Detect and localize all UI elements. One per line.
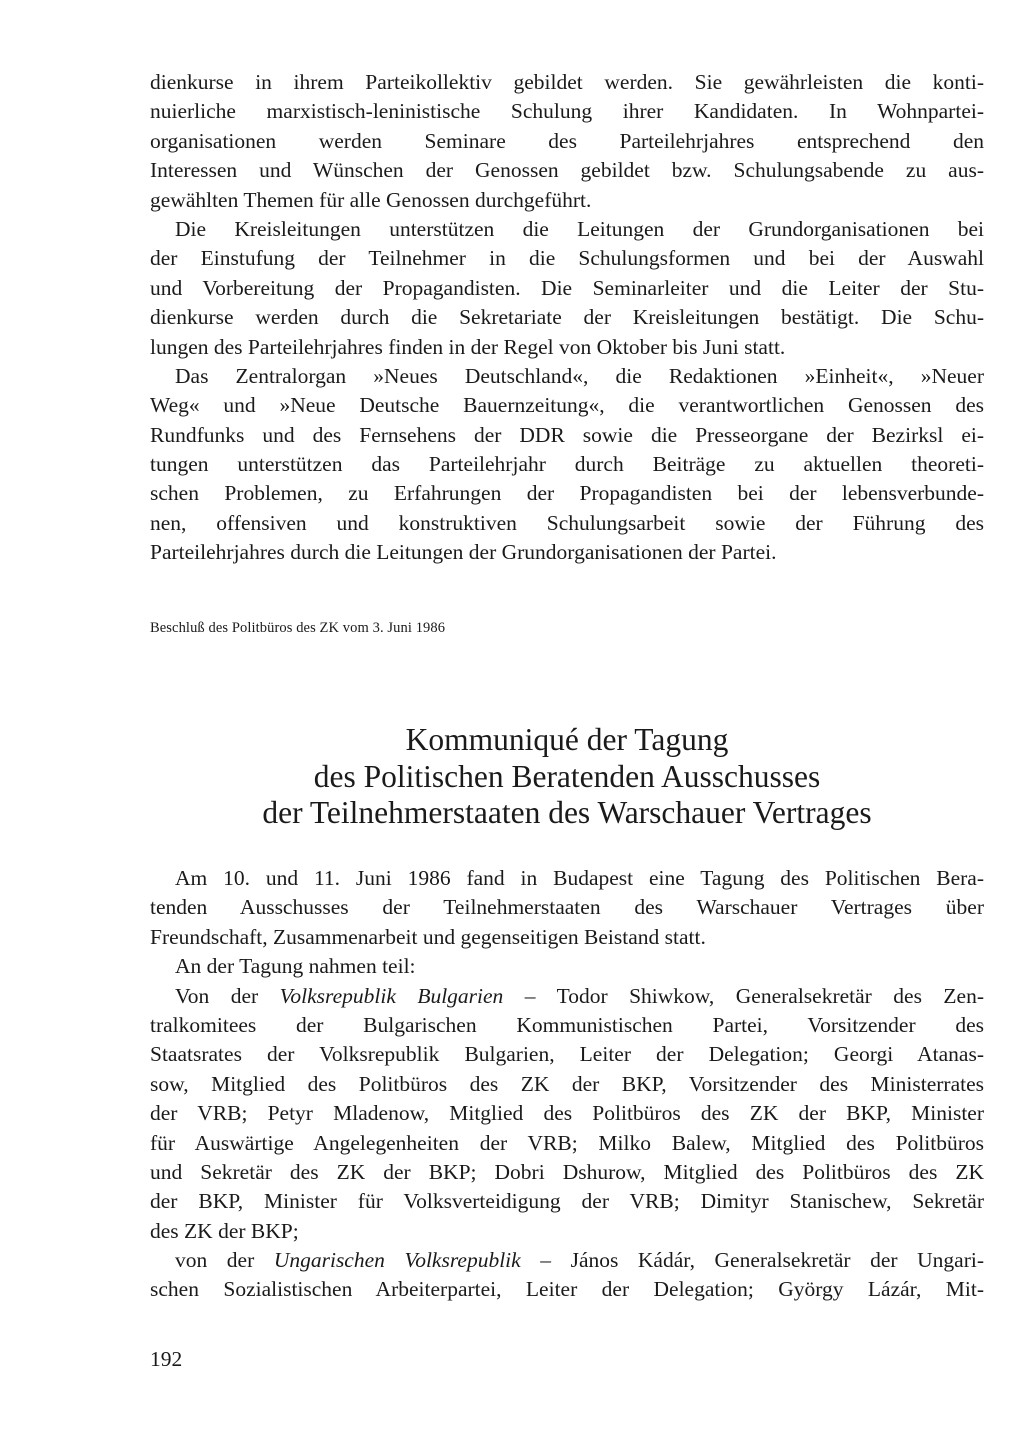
text-line: Weg« und »Neue Deutsche Bauernzeitung«, die verantwortlichen Genossen des [150, 393, 984, 418]
text-line: sow, Mitglied des Politbüros des ZK der BKP, Vorsitzender des Ministerrates [150, 1071, 984, 1096]
text-line: Das Zentralorgan »Neues Deutschland«, die Redaktionen »Einheit«, »Neuer [175, 363, 984, 388]
text-line: gewählten Themen für alle Genossen durchgeführt. [150, 187, 592, 212]
text-line: tungen unterstützen das Parteilehrjahr durch Beiträge zu aktuellen theoreti- [150, 452, 984, 477]
text-line: und Vorbereitung der Propagandisten. Die Seminarleiter und die Leiter der Stu- [150, 275, 984, 300]
text-line: lungen des Parteilehrjahres finden in der Regel von Oktober bis Juni statt. [150, 334, 786, 359]
section-heading [150, 722, 984, 832]
text-line: Rundfunks und des Fernsehens der DDR sowie die Presseorgane der Bezirksl ei- [150, 422, 984, 447]
body-text-top [150, 68, 984, 568]
text-segment: – János Kádár, Generalsekretär der Ungari- [520, 1248, 985, 1273]
heading-line: der Teilnehmerstaaten des Warschauer Vertrages [262, 795, 872, 830]
text-line: An der Tagung nahmen teil: [175, 954, 416, 979]
source-note: Beschluß des Politbüros des ZK vom 3. Juni 1986 [150, 620, 446, 636]
text-line: der BKP, Minister für Volksverteidigung der VRB; Dimityr Stanischew, Sekretär [150, 1189, 984, 1214]
text-segment: Von der [175, 983, 280, 1008]
text-segment: von der [175, 1248, 274, 1273]
text-line: schen Problemen, zu Erfahrungen der Propagandisten bei der lebensverbunde- [150, 481, 984, 506]
text-line: dienkurse in ihrem Parteikollektiv gebildet werden. Sie gewährleisten die konti- [150, 70, 984, 94]
body-text-communique [150, 864, 984, 1305]
text-line: Staatsrates der Volksrepublik Bulgarien, Leiter der Delegation; Georgi Atanas- [150, 1042, 984, 1067]
text-line: und Sekretär des ZK der BKP; Dobri Dshurow, Mitglied des Politbüros des ZK [150, 1159, 984, 1184]
text-line [150, 1246, 984, 1275]
text-line: schen Sozialistischen Arbeiterpartei, Leiter der Delegation; György Lázár, Mit- [150, 1277, 984, 1302]
text-line: Interessen und Wünschen der Genossen gebildet bzw. Schulungsabende zu aus- [150, 158, 984, 183]
page-number: 192 [150, 1347, 183, 1371]
text-line: tenden Ausschusses der Teilnehmerstaaten des Warschauer Vertrages über [150, 895, 984, 920]
heading-line: Kommuniqué der Tagung [405, 722, 729, 757]
country-name: Volksrepublik Bulgarien [279, 983, 504, 1008]
text-line: der Einstufung der Teilnehmer in die Schulungsformen und bei der Auswahl [150, 246, 984, 271]
heading-line: des Politischen Beratenden Ausschusses [313, 758, 821, 794]
text-line: dienkurse werden durch die Sekretariate der Kreisleitungen bestätigt. Die Schu- [150, 305, 984, 330]
text-line: tralkomitees der Bulgarischen Kommunistischen Partei, Vorsitzender des [150, 1012, 984, 1037]
text-line: Parteilehrjahres durch die Leitungen der Grundorganisationen der Partei. [150, 540, 777, 565]
text-line: nen, offensiven und konstruktiven Schulungsarbeit sowie der Führung des [150, 510, 984, 535]
text-line: Am 10. und 11. Juni 1986 fand in Budapest eine Tagung des Politischen Bera- [175, 866, 984, 890]
text-line: Die Kreisleitungen unterstützen die Leitungen der Grundorganisationen bei [175, 216, 984, 241]
text-line: der VRB; Petyr Mladenow, Mitglied des Politbüros des ZK der BKP, Minister [150, 1101, 984, 1126]
text-line: für Auswärtige Angelegenheiten der VRB; Milko Balew, Mitglied des Politbüros [150, 1130, 984, 1155]
text-line: nuierliche marxistisch-leninistische Schulung ihrer Kandidaten. In Wohnpartei- [150, 99, 984, 124]
text-line: des ZK der BKP; [150, 1218, 299, 1243]
country-name: Ungarischen Volksrepublik [273, 1248, 521, 1273]
text-line: organisationen werden Seminare des Parteilehrjahres entsprechend den [150, 128, 984, 153]
text-line [150, 982, 984, 1011]
text-line: Freundschaft, Zusammenarbeit und gegenseitigen Beistand statt. [150, 924, 706, 949]
text-segment: – Todor Shiwkow, Generalsekretär des Zen- [503, 983, 984, 1008]
